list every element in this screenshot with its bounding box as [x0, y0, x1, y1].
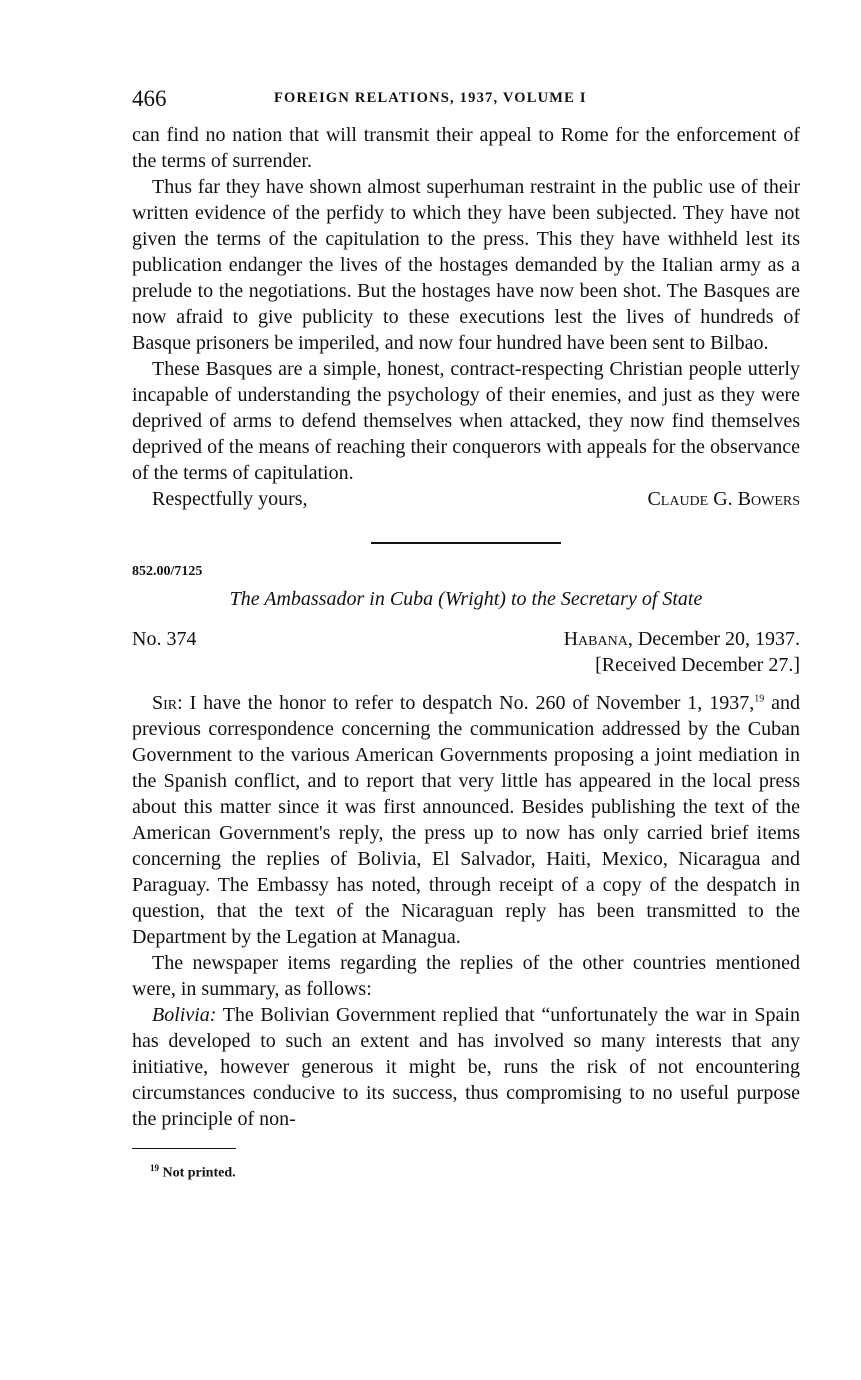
signature: Claude G. Bowers: [647, 488, 800, 510]
received-date: [Received December 27.]: [595, 654, 800, 676]
footnote-ref: 19: [754, 693, 765, 705]
footnote-rule: [132, 1148, 236, 1149]
paragraph: can find no nation that will transmit their appeal to Rome for the enforcement of the terms of surrender.: [132, 124, 800, 172]
dateline: [564, 626, 800, 652]
date: , December 20, 1937.: [627, 628, 800, 650]
salutation: Sir: [152, 692, 178, 714]
paragraph: Sir: I have the honor to refer to despatch No. 260 of November 1, 1937,19 and previous correspondence concerning the communication addressed by the Cuban Government to the various American Governments proposing a joint mediation in the Spanish conflict, and to report that very little has appeared in the local press about this matter since it was first announced. Besides publishing the text of the American Government's reply, the press up to now has only carried brief items concerning the replies of Bolivia, El Salvador, Haiti, Mexico, Nicaragua and Paraguay. The Embassy has noted, through receipt of a copy of the despatch in question, that the text of the Nicaraguan reply has been transmitted to the Department by the Legation at Managua.: [132, 692, 800, 948]
document-title: The Ambassador in Cuba (Wright) to the Secretary of State: [229, 588, 703, 610]
signature-block: [152, 486, 800, 512]
paragraph: Bolivia: The Bolivian Government replied that “unfortunately the war in Spain has developed to such an extent and has involved so many interests that any initiative, however generous it might be, runs the risk of not encountering circumstances conducive to its success, thus compromising to no useful purpose the principle of non-: [132, 1004, 800, 1130]
paragraph: Thus far they have shown almost superhuman restraint in the public use of their written evidence of the perfidy to which they have been subjected. They have not given the terms of the capitulation to the press. This they have withheld lest its publication endanger the lives of the hostages demanded by the Italian army as a prelude to the negotiations. But the hostages have now been shot. The Basques are now afraid to give publicity to these executions lest the lives of hundreds of Basque prisoners be imperiled, and now four hundred have been sent to Bilbao.: [132, 176, 800, 354]
letter-continuation: [132, 122, 800, 512]
footnote-text: Not printed.: [162, 1165, 236, 1181]
despatch: [132, 562, 800, 1132]
page: [132, 82, 800, 1182]
country-label: Bolivia:: [152, 1004, 217, 1026]
place: Habana: [563, 628, 628, 650]
running-head: FOREIGN RELATIONS, 1937, VOLUME I: [274, 90, 587, 106]
footnote: [150, 1163, 800, 1182]
despatch-number: No. 374: [132, 628, 197, 650]
author-name: Wright: [444, 588, 500, 610]
despatch-meta: [132, 626, 800, 652]
file-number: 852.00/7125: [132, 564, 203, 579]
footnote-mark: 19: [150, 1163, 159, 1173]
paragraph: The newspaper items regarding the replies of the other countries mentioned were, in summary, as follows:: [132, 952, 800, 1000]
page-number: 466: [132, 86, 167, 111]
section-divider: [371, 542, 561, 544]
closing: Respectfully yours,: [152, 488, 308, 510]
paragraph: These Basques are a simple, honest, contract-respecting Christian people utterly incapable of understanding the psychology of their enemies, and just as they were deprived of arms to defend themselves when attacked, they now find themselves deprived of the means of reaching their conquerors with appeals for the observance of the terms of capitulation.: [132, 358, 800, 484]
page-header: [132, 82, 800, 122]
